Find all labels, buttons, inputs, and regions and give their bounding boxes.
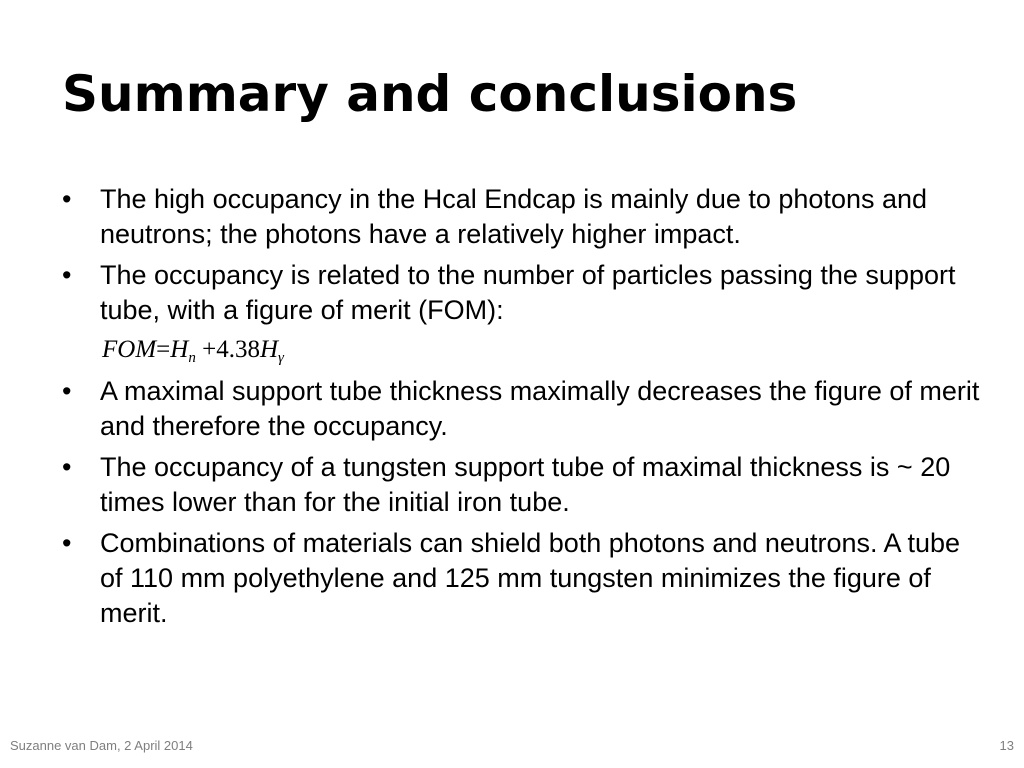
bullet-marker: • (62, 260, 72, 290)
bullet-text: The occupancy of a tungsten support tube of maximal thickness is ~ 20 times lower than for the initial iron tube. (100, 452, 951, 517)
bullet-item (62, 526, 982, 631)
bullet-marker: • (62, 528, 72, 558)
formula-term2-subscript: γ (278, 350, 284, 366)
bullet-list (62, 182, 982, 637)
formula-term1-subscript: n (188, 350, 196, 366)
footer-page-number: 13 (999, 738, 1014, 753)
bullet-text: The occupancy is related to the number of particles passing the support tube, with a figure of merit (FOM): (100, 260, 956, 325)
bullet-marker: • (62, 452, 72, 482)
footer-author-date: Suzanne van Dam, 2 April 2014 (10, 738, 193, 753)
formula-plus: + (202, 336, 217, 363)
bullet-text: Combinations of materials can shield both photons and neutrons. A tube of 110 mm polyethylene and 125 mm tungsten minimizes the figure of merit. (100, 528, 961, 628)
formula-coefficient: 4.38 (216, 336, 260, 363)
bullet-item (62, 450, 982, 520)
slide-title: Summary and conclusions (62, 65, 798, 123)
formula-term1: H (170, 336, 189, 363)
formula-term2: H (259, 336, 278, 363)
bullet-text: A maximal support tube thickness maximally decreases the figure of merit and therefore the occupancy. (100, 376, 980, 441)
bullet-marker: • (62, 184, 72, 214)
fom-formula (102, 334, 982, 366)
bullet-item (62, 182, 982, 252)
bullet-item (62, 258, 982, 328)
bullet-item (62, 374, 982, 444)
formula-lhs: FOM (102, 336, 157, 363)
bullet-marker: • (62, 376, 72, 406)
bullet-text: The high occupancy in the Hcal Endcap is mainly due to photons and neutrons; the photons have a relatively higher impact. (100, 184, 928, 249)
formula-equals: = (156, 336, 171, 363)
